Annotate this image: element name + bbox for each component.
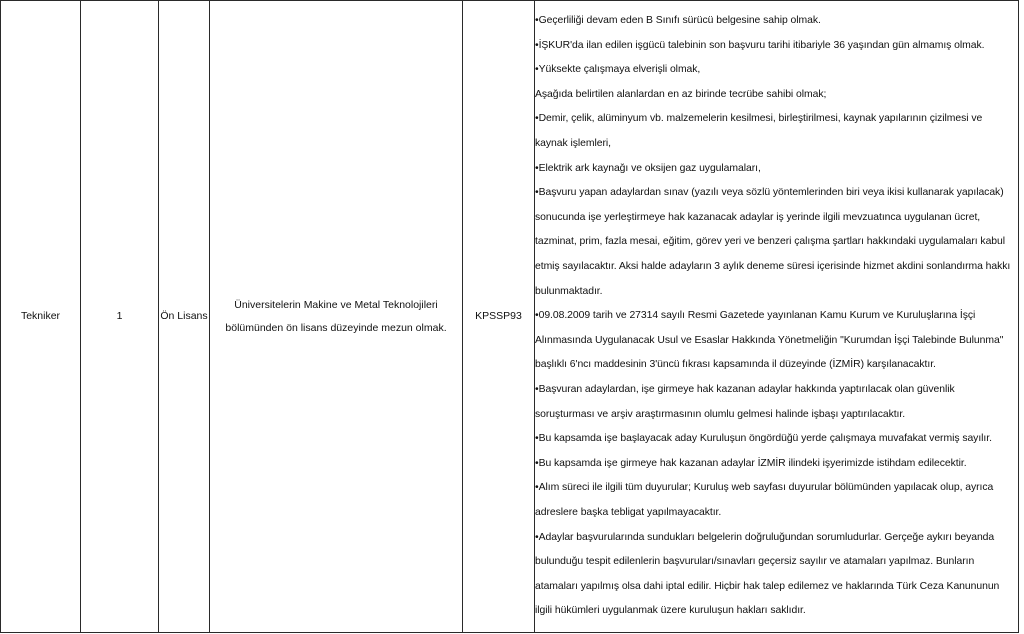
requirement-line: •Yüksekte çalışmaya elverişli olmak, (535, 64, 701, 76)
qualification-line: Üniversitelerin Makine ve Metal Teknolojileri (234, 298, 438, 311)
exam-cell (463, 1, 535, 633)
requirement-line: etmiş sayılacaktır. Aksi halde adayların 3 aylık deneme süresi içerisinde hizmet akdini sonlandırma hakkı (535, 261, 1011, 273)
position-count: 1 (116, 310, 123, 322)
requirement-line: •Bu kapsamda işe girmeye hak kazanan adaylar İZMİR ilindeki işyerimizde istihdam edilecektir. (535, 457, 967, 469)
education-cell (159, 1, 210, 633)
requirement-line: soruşturması ve arşiv araştırmasının olumlu gelmesi halinde işbaşı yaptırılacaktır. (535, 408, 906, 420)
requirements-cell (535, 1, 1019, 633)
requirement-line: •Başvuran adaylardan, işe girmeye hak kazanan adaylar hakkında yaptırılacak olan güvenlik (535, 383, 955, 395)
requirement-line: •Adaylar başvurularında sundukları belgelerin doğruluğundan sorumludurlar. Gerçeğe aykırı beyanda (535, 531, 995, 543)
exam-code: KPSSP93 (475, 310, 522, 322)
requirement-line: Alınmasında Uygulanacak Usul ve Esaslar Hakkında Yönetmeliğin "Kurumdan İşçi Talebinde Bulunma" (535, 334, 1004, 346)
requirement-line: •İŞKUR'da ilan edilen işgücü talebinin son başvuru tarihi itibariyle 36 yaşından gün almamış olmak. (535, 39, 985, 51)
requirement-line: adreslere başka tebligat yapılmayacaktır. (535, 506, 722, 518)
requirement-line: Aşağıda belirtilen alanlardan en az birinde tecrübe sahibi olmak; (535, 88, 827, 100)
qualification-line: bölümünden ön lisans düzeyinde mezun olmak. (225, 321, 447, 334)
requirement-line: •Geçerliliği devam eden B Sınıfı sürücü belgesine sahip olmak. (535, 15, 821, 27)
requirement-line: •Bu kapsamda işe başlayacak aday Kuruluşun öngördüğü yerde çalışmaya muvafakat vermiş sayılır. (535, 433, 992, 445)
requirements-list (535, 9, 1018, 624)
table-row (1, 1, 1019, 633)
education-level: Ön Lisans (160, 310, 208, 322)
requirement-line: bulunmaktadır. (535, 285, 603, 297)
requirement-line: bulunduğu tespit edilenlerin başvuruları/sınavları geçersiz sayılır ve atamaları yapılmaz. Bunların (535, 556, 975, 568)
requirement-line: •Alım süreci ile ilgili tüm duyurular; Kuruluş web sayfası duyurular bölümünden yapılacak olup, ayrıca (535, 482, 994, 494)
qualification-cell (210, 1, 463, 633)
requirement-line: atamaları yapılmış olsa dahi iptal edilir. Hiçbir hak talep edilemez ve haklarında Türk Ceza Kanununun (535, 580, 1000, 592)
requirement-line: kaynak işlemleri, (535, 138, 611, 150)
requirement-line: •Başvuru yapan adaylardan sınav (yazılı veya sözlü yöntemlerinden biri veya ikisi kullanarak yapılacak) (535, 187, 1004, 199)
count-cell (81, 1, 159, 633)
requirement-line: başlıklı 6'ncı maddesinin 3'üncü fıkrası kapsamında il düzeyinde (İZMİR) karşılanacaktır. (535, 359, 936, 371)
requirement-line: •Elektrik ark kaynağı ve oksijen gaz uygulamaları, (535, 162, 761, 174)
requirement-line: •09.08.2009 tarih ve 27314 sayılı Resmi Gazetede yayınlanan Kamu Kurum ve Kuruluşlarına İşçi (535, 310, 976, 322)
position-title: Tekniker (20, 310, 61, 322)
requirement-line: tazminat, prim, fazla mesai, eğitim, görev yeri ve benzeri çalışma şartları hakkındaki uygulamaları kabul (535, 236, 1006, 248)
requirement-line: ilgili hükümleri uygulanmak üzere kuruluşun hakları saklıdır. (535, 605, 806, 617)
position-cell (1, 1, 81, 633)
requirement-line: sonucunda işe yerleştirmeye hak kazanacak adaylar iş yerinde ilgili mevzuatınca uygulanan ücret, (535, 211, 981, 223)
requirement-line: •Demir, çelik, alüminyum vb. malzemelerin kesilmesi, birleştirilmesi, kaynak yapılarının çizilmesi ve (535, 113, 983, 125)
